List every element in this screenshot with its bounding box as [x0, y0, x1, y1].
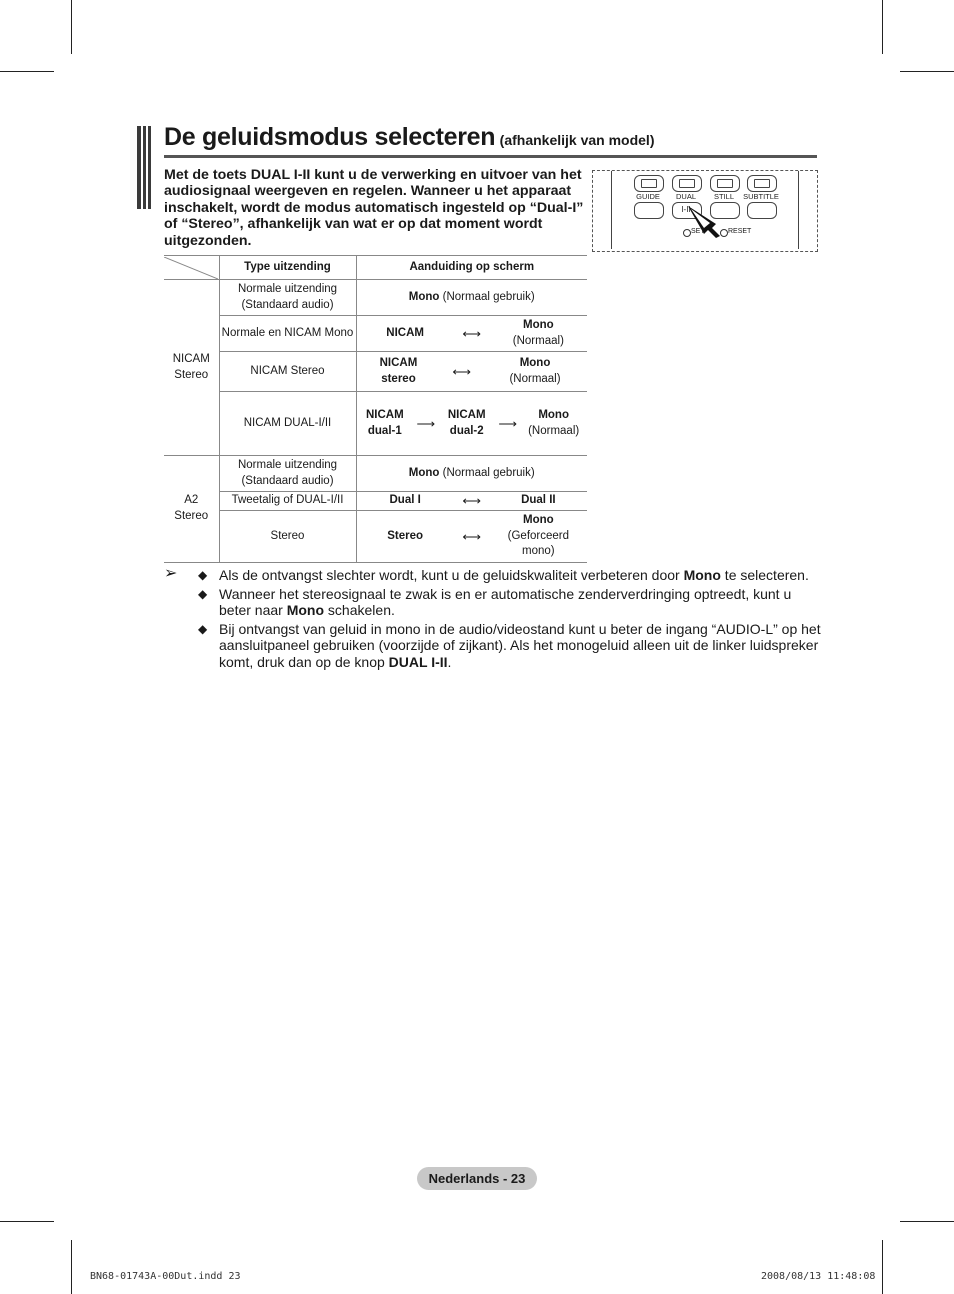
- note-bold: Mono: [683, 567, 721, 583]
- display-mode: Mono (Normaal): [512, 319, 564, 347]
- crop-mark: [900, 71, 954, 72]
- right-arrow-icon: ⟶: [416, 415, 436, 431]
- diamond-bullet-icon: ◆: [198, 586, 208, 601]
- remote-button: [747, 202, 777, 219]
- crop-mark: [882, 0, 883, 54]
- remote-body: [611, 171, 799, 249]
- table-row: [164, 352, 587, 392]
- group-label-a2: A2 Stereo: [164, 456, 219, 563]
- display-note: (Normaal gebruik): [442, 290, 535, 303]
- note-bold: DUAL I-II: [388, 653, 448, 670]
- group-label-nicam: NICAM Stereo: [164, 280, 219, 456]
- still-button: [710, 175, 740, 192]
- dual-label: DUAL: [675, 192, 696, 201]
- notes-section: [164, 567, 824, 672]
- table-row: [164, 511, 587, 563]
- table-row: [164, 456, 587, 492]
- dual-i-ii-button: [634, 202, 664, 219]
- display-cell: [356, 456, 587, 492]
- dual-button: [672, 175, 702, 192]
- title-decoration: [137, 126, 151, 209]
- title-rule: [164, 155, 817, 158]
- footer-file: BN68-01743A-00Dut.indd 23: [90, 1271, 241, 1282]
- display-note: (Normaal gebruik): [442, 466, 535, 479]
- double-arrow-icon: ⟷: [462, 528, 482, 544]
- note-text: Als de ontvangst slechter wordt, kunt u de geluidskwaliteit verbeteren door: [219, 567, 684, 583]
- note-text: Wanneer het stereosignaal te zwak is en er automatische zenderverdringing optreedt, kunt u beter naar: [219, 585, 792, 618]
- table-row: [164, 492, 587, 511]
- table-row: [164, 392, 587, 456]
- type-cell: Stereo: [219, 511, 356, 563]
- note-text: schakelen.: [324, 602, 395, 618]
- table-row: [164, 316, 587, 352]
- display-mode: Stereo: [387, 529, 424, 542]
- subtitle-label: SUBTITLE: [743, 192, 779, 201]
- display-cell: [356, 280, 587, 316]
- display-mode: Mono (Geforceerd mono): [507, 514, 570, 557]
- table-row: [164, 280, 587, 316]
- display-mode: NICAM dual-1: [365, 409, 404, 437]
- still-icon: [717, 179, 733, 188]
- header-type: Type uitzending: [219, 256, 356, 280]
- set-label: SET: [691, 228, 705, 235]
- note-item: [164, 567, 824, 584]
- reset-label: RESET: [728, 228, 752, 235]
- display-mode: Mono: [408, 466, 440, 479]
- type-cell: Tweetalig of DUAL-I/II: [219, 492, 356, 511]
- note-text: te selecteren.: [720, 567, 809, 583]
- sound-mode-table: [164, 255, 587, 563]
- note-text: .: [447, 653, 452, 670]
- display-mode: Mono (Normaal): [509, 357, 561, 385]
- diamond-bullet-icon: ◆: [198, 568, 208, 582]
- title-sub: (afhankelijk van model): [499, 132, 655, 148]
- crop-mark: [71, 0, 72, 54]
- note-item: [164, 621, 824, 671]
- crop-mark: [0, 71, 54, 72]
- display-mode: NICAM dual-2: [447, 409, 486, 437]
- display-mode: NICAM stereo: [379, 357, 418, 385]
- type-cell: Normale uitzending (Standaard audio): [219, 280, 356, 316]
- guide-icon: [641, 179, 657, 188]
- display-cell: [356, 511, 587, 563]
- diamond-bullet-icon: ◆: [198, 621, 208, 636]
- type-cell: Normale uitzending (Standaard audio): [219, 456, 356, 492]
- table-header-row: [164, 256, 587, 280]
- reset-circle-icon: [720, 229, 728, 237]
- page-number-badge: Nederlands - 23: [417, 1167, 537, 1190]
- crop-mark: [0, 1221, 54, 1222]
- note-text: Bij ontvangst van geluid in mono in de audio/videostand kunt u beter de ingang “AUDIO-L” op het aansluitpaneel gebruiken (voorzijde of zijkant). Als het monogeluid alleen uit de linker luidspreker komt, druk dan op de knop: [219, 620, 821, 670]
- type-cell: NICAM DUAL-I/II: [219, 392, 356, 456]
- crop-mark: [900, 1221, 954, 1222]
- dual-icon: [679, 179, 695, 188]
- header-corner-cell: [164, 256, 219, 280]
- note-bold: Mono: [286, 602, 325, 618]
- still-label: STILL: [713, 192, 734, 201]
- display-cell: [356, 392, 587, 456]
- tip-arrow-icon: ➢: [164, 565, 178, 582]
- type-cell: Normale en NICAM Mono: [219, 316, 356, 352]
- display-cell: [356, 352, 587, 392]
- remote-illustration: [592, 170, 818, 252]
- double-arrow-icon: ⟷: [462, 325, 482, 341]
- display-cell: [356, 316, 587, 352]
- subtitle-icon: [754, 179, 770, 188]
- type-cell: NICAM Stereo: [219, 352, 356, 392]
- dual-i-ii-label: I-II: [681, 205, 691, 214]
- subtitle-button: [747, 175, 777, 192]
- header-display: Aanduiding op scherm: [356, 256, 587, 280]
- title-main: De geluidsmodus selecteren: [164, 123, 496, 151]
- guide-label: GUIDE: [636, 192, 660, 201]
- right-arrow-icon: ⟶: [498, 415, 518, 431]
- page-title: [164, 123, 654, 152]
- display-mode: Dual II: [521, 494, 556, 507]
- diagonal-line: [164, 257, 218, 279]
- set-circle-icon: [683, 229, 691, 237]
- crop-mark: [71, 1240, 72, 1294]
- display-cell: [356, 492, 587, 511]
- footer-datetime: 2008/08/13 11:48:08: [761, 1271, 876, 1282]
- display-mode: Mono: [408, 290, 440, 303]
- note-item: [164, 586, 824, 619]
- display-mode: NICAM: [386, 326, 424, 339]
- display-mode: Dual I: [389, 494, 421, 507]
- double-arrow-icon: ⟷: [462, 493, 482, 509]
- double-arrow-icon: ⟷: [452, 363, 472, 379]
- crop-mark: [882, 1240, 883, 1294]
- guide-button: [634, 175, 664, 192]
- intro-text: Met de toets DUAL I-II kunt u de verwerking en uitvoer van het audiosignaal weergeven en regelen. Wanneer u het apparaat inschakelt, wordt de modus automatisch ingesteld op “Dual-I” of “Stereo”, afhankelijk van wat er op dat moment wordt uitgezonden.: [164, 167, 584, 249]
- display-mode: Mono (Normaal): [528, 409, 580, 437]
